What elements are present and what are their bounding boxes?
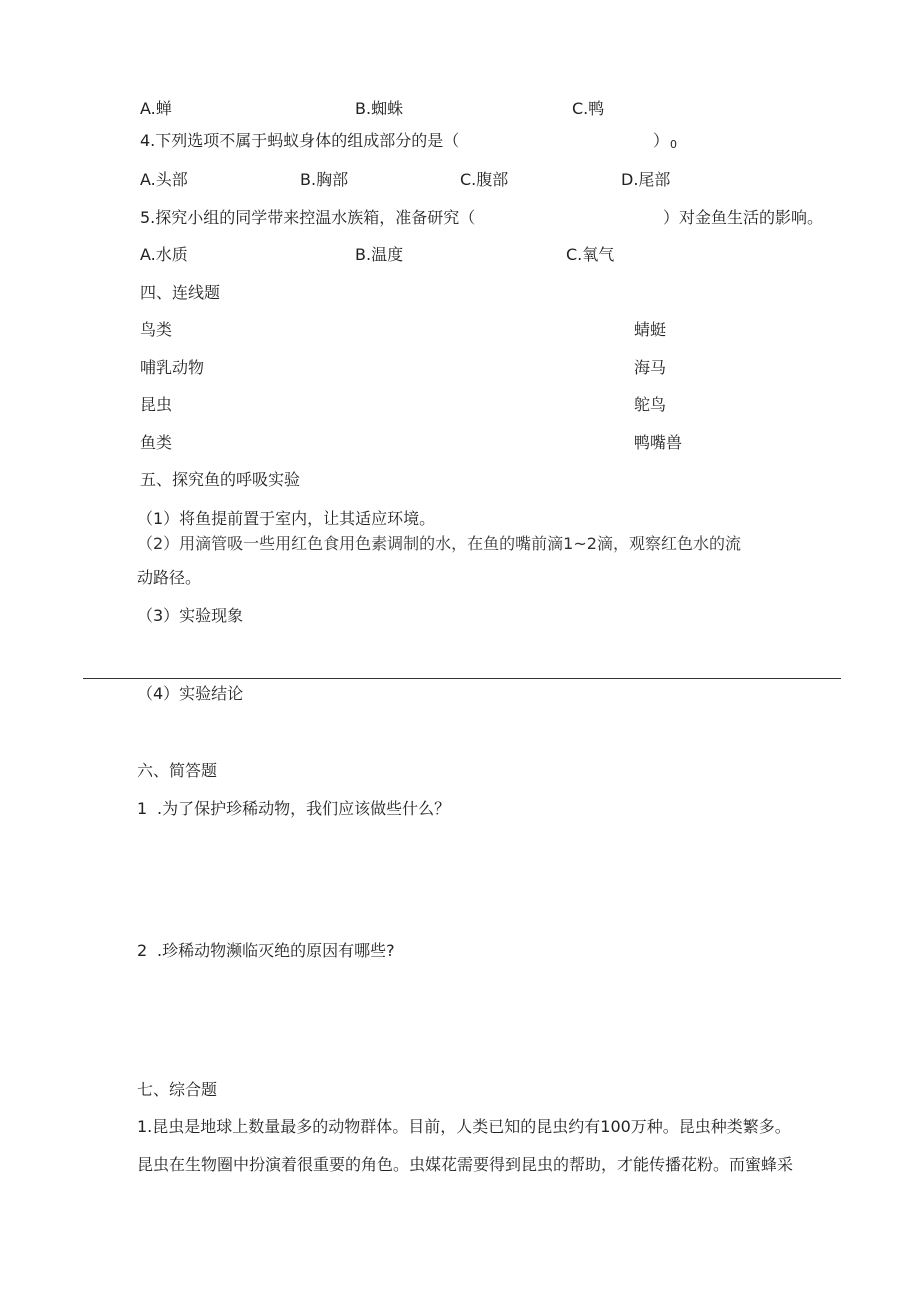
q4-option-a: A.头部 xyxy=(140,170,188,189)
section-6-title: 六、简答题 xyxy=(137,761,218,780)
experiment-step-4: （4）实验结论 xyxy=(137,684,244,703)
match-right-item: 蜻蜓 xyxy=(634,320,667,339)
answer-line xyxy=(83,678,841,679)
experiment-step-2-end: 动路径。 xyxy=(137,568,202,587)
q3-option-b: B.蜘蛛 xyxy=(355,99,404,118)
match-right-item: 鸵鸟 xyxy=(634,395,667,414)
q3-option-a: A.蝉 xyxy=(140,99,172,118)
short-answer-2: .珍稀动物濒临灭绝的原因有哪些? xyxy=(157,941,395,960)
experiment-step-3: （3）实验现象 xyxy=(137,606,244,625)
short-answer-1-number: 1 xyxy=(137,799,148,818)
match-right-item: 海马 xyxy=(634,358,667,377)
match-left-item: 昆虫 xyxy=(140,395,173,414)
paragraph-line-2: 昆虫在生物圈中扮演着很重要的角色。虫媒花需要得到昆虫的帮助，才能传播花粉。而蜜蜂采 xyxy=(137,1155,794,1174)
match-left-item: 鸟类 xyxy=(140,320,173,339)
q3-option-c: C.鸭 xyxy=(572,99,605,118)
section-7-title: 七、综合题 xyxy=(137,1080,218,1099)
section-5-title: 五、探究鱼的呼吸实验 xyxy=(140,470,301,489)
section-4-title: 四、连线题 xyxy=(140,283,221,302)
q5-stem: 5.探究小组的同学带来控温水族箱，准备研究（ xyxy=(140,208,476,227)
match-right-item: 鸭嘴兽 xyxy=(634,433,683,452)
q4-option-c: C.腹部 xyxy=(460,170,509,189)
q4-option-d: D.尾部 xyxy=(621,170,671,189)
experiment-step-2-partial: （2）用滴管吸一些用红色食用色素调制的水，在鱼的嘴前滴1~2滴，观察红色水的流 xyxy=(137,534,741,553)
paragraph-line-1: 1.昆虫是地球上数量最多的动物群体。目前，人类已知的昆虫约有100万种。昆虫种类繁多。 xyxy=(137,1117,791,1136)
match-left-item: 哺乳动物 xyxy=(140,358,205,377)
q5-option-a: A.水质 xyxy=(140,245,188,264)
q4-mark: 0 xyxy=(670,138,677,151)
q5-option-c: C.氧气 xyxy=(566,245,615,264)
q4-stem: 4.下列选项不属于蚂蚁身体的组成部分的是（ xyxy=(140,131,460,150)
q4-close-paren: ） xyxy=(653,131,670,150)
experiment-step-1: （1）将鱼提前置于室内，让其适应环境。 xyxy=(137,509,436,528)
short-answer-1: .为了保护珍稀动物，我们应该做些什么？ xyxy=(157,799,451,818)
experiment-step-2-clipped xyxy=(137,534,797,557)
short-answer-2-number: 2 xyxy=(137,941,148,960)
q5-tail: ）对金鱼生活的影响。 xyxy=(663,208,824,227)
q5-option-b: B.温度 xyxy=(355,245,404,264)
match-left-item: 鱼类 xyxy=(140,433,173,452)
q4-option-b: B.胸部 xyxy=(300,170,349,189)
